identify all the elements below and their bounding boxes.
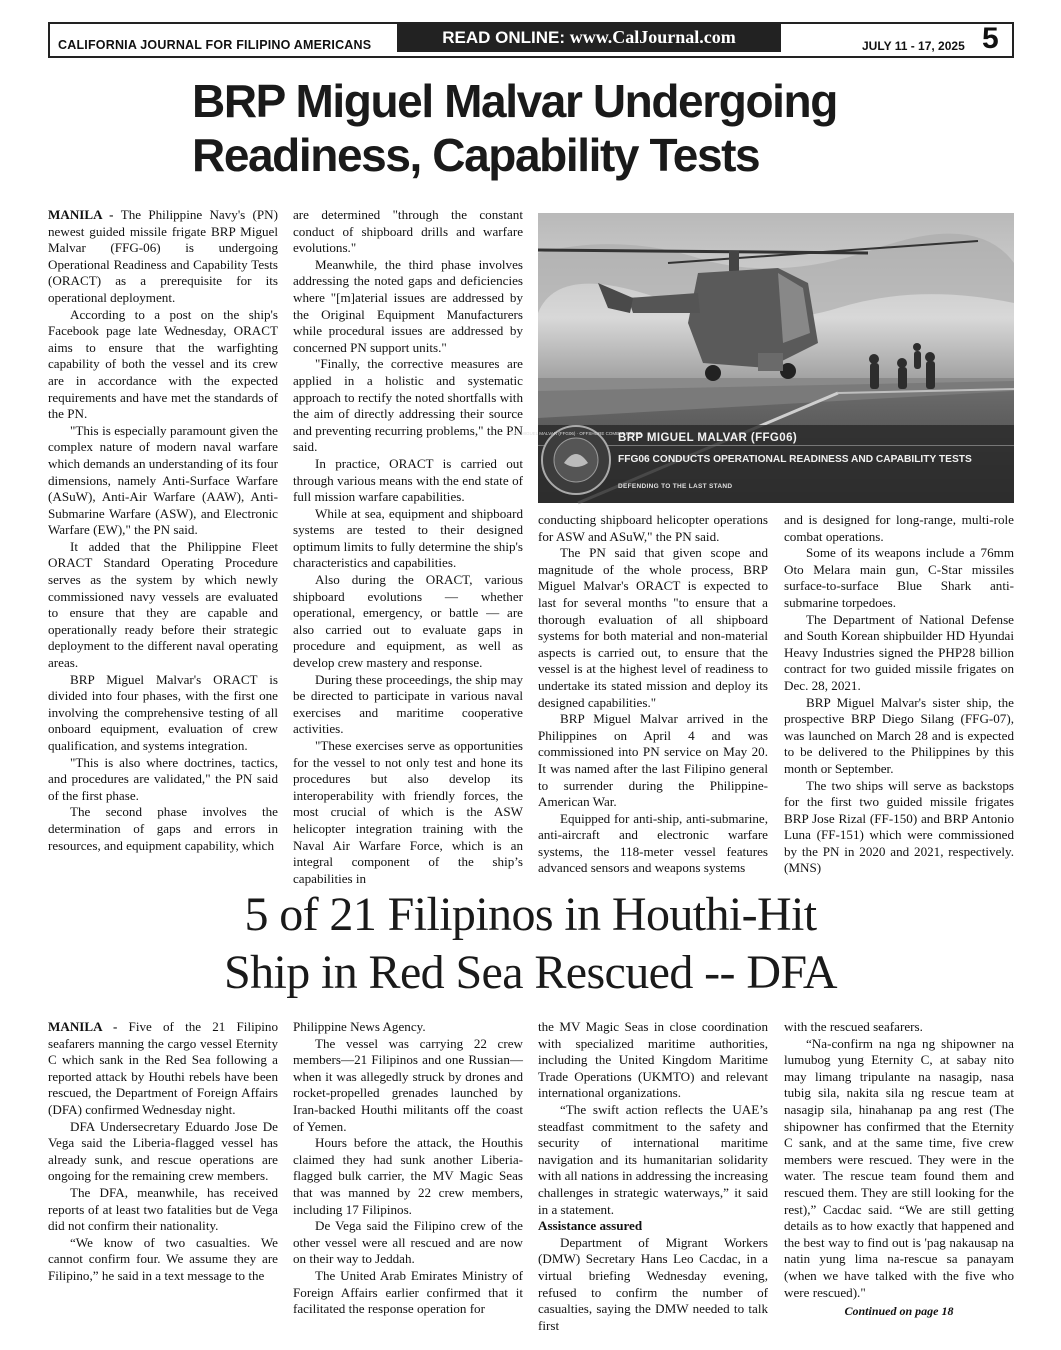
article1-paragraph: BRP Miguel Malvar arrived in the Philippines on April 4 and was commissioned into PN service on May 20. It was named after the last Filipino general to surrender during the Philippine-American War. (538, 711, 768, 810)
helicopter-photo (510, 213, 1014, 503)
article1-paragraph: Meanwhile, the third phase involves addressing the noted gaps and deficiencies where "[m]aterial issues are addressed by the Original Equipment Manufacturers while procedural issues are addressed by concerned PN support units." (293, 256, 523, 355)
article1-paragraph: The Department of National Defense and South Korean shipbuilder HD Hyundai Heavy Industries signed the PHP28 billion contract for two guided missile frigates on Dec. 28, 2021. (784, 611, 1014, 693)
article1-paragraph: The PN said that given scope and magnitude of the whole process, BRP Miguel Malvar's ORACT is expected to last for several months "to ensure that a thorough evaluation of all shipboard systems for both material and non-material aspects is carried out, to ensure that the vessel is at the highest level of readiness to undertake its stated mission and deploy its designed capabilities." (538, 545, 768, 710)
continued-on-page-link[interactable]: Continued on page 18 (844, 1304, 954, 1319)
article2-paragraph: “Na-confirm na nga ng shipowner na lumubog yung Eternity C, at sabay nito may limang tripulante na nasagip, nasa tubig sila, nakita sila ng rescue team at nasagip sila, hinahanap pa ang rest (The shipowner has confirmed that the Eternity C sank, and at the same time, five crew members were rescued. They were in the water. The rescue team found them and rescued them. They are still looking for the rest),” Cacdac said. “We are still getting details as to how exactly that happened and the best way to find out is 'pag nakausap na natin yung lima na-rescue sa panayam (when we have talked with the five who were rescued)." (784, 1035, 1014, 1300)
article2-paragraph: The DFA, meanwhile, has received reports of at least two fatalities but de Vega did not confirm their nationality. (48, 1184, 278, 1234)
article1-paragraph: BRP Miguel Malvar's ORACT is divided into four phases, with the first one involving the comprehensive testing of all onboard equipment, evaluation of crew qualification, and systems integration. (48, 671, 278, 753)
issue-date: JULY 11 - 17, 2025 (862, 39, 965, 53)
article2-paragraph: The United Arab Emirates Ministry of Foreign Affairs earlier confirmed that it facilitated the response operation for (293, 1267, 523, 1317)
article2-paragraph: the MV Magic Seas in close coordination with specialized maritime authorities, including the United Kingdom Maritime Trade Operations (UKMTO) and relevant international organizations. (538, 1019, 768, 1101)
publication-name: CALIFORNIA JOURNAL FOR FILIPINO AMERICANS (58, 38, 372, 52)
photo-caption-subtitle: FFG06 CONDUCTS OPERATIONAL READINESS AND CAPABILITY TESTS (618, 454, 972, 465)
article2-column-3 (538, 1019, 768, 1334)
article1-paragraph: Some of its weapons include a 76mm Oto Melara main gun, C-Star missiles surface-to-surface Blue Shark anti-submarine torpedoes. (784, 545, 1014, 610)
article1-dateline: MANILA - (48, 207, 121, 222)
article2-headline-line1: 5 of 21 Filipinos in Houthi-Hit (244, 888, 817, 941)
article1-column-2 (293, 207, 523, 887)
article1-column-4 (784, 512, 1014, 877)
article1-paragraph: "This is also where doctrines, tactics, and procedures are validated," the PN said of the first phase. (48, 754, 278, 803)
article1-paragraph: BRP Miguel Malvar's sister ship, the prospective BRP Diego Silang (FFG-07), was launched on March 28 and is expected to be delivered to the Philippines by this month or September. (784, 694, 1014, 776)
article1-paragraph: "This is especially paramount given the complex nature of modern naval warfare which demands an understanding of its four dimensions, namely Anti-Surface Warfare (ASuW), Anti-Air Warfare (AAW), Anti-Submarine Warfare (ASW), and Electronic Warfare (EW)," the PN said. (48, 422, 278, 538)
photo-badge-text: BRP MIGUEL MALVAR (FFG06) · OFFSHORE COMBAT FORCE (510, 431, 642, 436)
article2-paragraph: Hours before the attack, the Houthis claimed they had sunk another Liberia-flagged bulk carrier, the MV Magic Seas that was manned by 22 crew members, including 17 Filipinos. (293, 1135, 523, 1217)
article2-paragraph: “The swift action reflects the UAE’s steadfast commitment to the safety and security of international maritime navigation and its humanitarian solidarity with all nations in addressing the increasing challenges in strategic waterways,” it said in a statement. (538, 1101, 768, 1217)
article2-headline-line2: Ship in Red Sea Rescued -- DFA (223, 946, 838, 999)
article1-paragraph: According to a post on the ship's Facebook page late Wednesday, ORACT aims to ensure that the warfighting capability of both the vessel and its crew are in accordance with the expected requirements and have met the standards of the PN. (48, 306, 278, 422)
article1-paragraph: are determined "through the constant conduct of shipboard drills and warfare evolutions." (293, 207, 523, 256)
photo-caption-title: BRP MIGUEL MALVAR (FFG06) (618, 432, 798, 444)
article1-paragraph: "Finally, the corrective measures are applied in a holistic and systematic approach to rectify the noted shortfalls with the aim of directly addressing their source and preventing recurring problems," the PN said. (293, 356, 523, 455)
article2-paragraph: Philippine News Agency. (293, 1019, 426, 1034)
article2-paragraph: Department of Migrant Workers (DMW) Secretary Hans Leo Cacdac, in a virtual briefing Wednesday evening, refused to confirm the number of casualties, saying the DMW needed to talk first (538, 1234, 768, 1333)
article1-headline-line2: Readiness, Capability Tests (192, 129, 760, 181)
article2-headline (0, 886, 1061, 1002)
article1-paragraph: It added that the Philippine Fleet ORACT Standard Operating Procedure serves as the system by which newly commissioned navy vessels are evaluated to ensure that they are capable and operationally ready before their strategic deployment to the different naval operating areas. (48, 538, 278, 671)
article1-paragraph: The second phase involves the determination of gaps and errors in resources, and equipment capability, which (48, 804, 278, 853)
article2-paragraph: with the rescued seafarers. (784, 1019, 923, 1034)
article2-column-2 (293, 1019, 523, 1318)
article1-paragraph: Also during the ORACT, various shipboard evolutions — whether operational, emergency, or battle — are also carried out to evaluate gaps in procedure and equipment, as well as develop crew mastery and response. (293, 572, 523, 671)
article2-column-1 (48, 1019, 278, 1285)
article2-column-4 (784, 1019, 1014, 1320)
article1-paragraph: MANILA - The Philippine Navy's (PN) newest guided missile frigate BRP Miguel Malvar (FFG-06) is undergoing Operational Readiness and Capability Tests (ORACT) as a prerequisite for its operational deployment. (48, 207, 278, 305)
read-online-banner (397, 22, 781, 52)
article1-paragraph: The two ships will serve as backstops for the first two guided missile frigates BRP Jose Rizal (FF-150) and BRP Antonio Luna (FF-151) which were commissioned by the PN in 2020 and 2021, respectively. (MNS) (784, 777, 1014, 876)
article2-dateline: MANILA - (48, 1019, 129, 1034)
article2-paragraph: De Vega said the Filipino crew of the other vessel were all rescued and are now on their way to Jeddah. (293, 1218, 523, 1267)
article1-paragraph: During these proceedings, the ship may be directed to participate in various naval exercises and maritime cooperative activities. (293, 671, 523, 737)
article2-paragraph: DFA Undersecretary Eduardo Jose De Vega said the Liberia-flagged vessel has already sunk, and rescue operations are ongoing for the remaining crew members. (48, 1118, 278, 1184)
website-link[interactable]: www.CalJournal.com (569, 27, 736, 47)
read-online-label: READ ONLINE: (442, 28, 566, 47)
article1-paragraph: and is designed for long-range, multi-role combat operations. (784, 512, 1014, 544)
article1-column-3 (538, 512, 768, 877)
article1-paragraph: While at sea, equipment and shipboard systems are tested to their designed optimum limits to fully determine the ship's characteristics and capabilities. (293, 505, 523, 571)
photo-caption-motto: DEFENDING TO THE LAST STAND (618, 483, 733, 490)
article2-paragraph: The vessel was carrying 22 crew members—21 Filipinos and one Russian—when it was allegedly struck by drones and rocket-propelled grenades launched by Iran-backed Houthi militants off the coast of Yemen. (293, 1035, 523, 1134)
article2-subhead: Assistance assured (538, 1218, 643, 1234)
article1-column-1 (48, 207, 278, 854)
article1-headline (192, 74, 952, 182)
page-number: 5 (982, 22, 999, 55)
article1-paragraph: "These exercises serve as opportunities for the vessel to not only test and hone its procedures but also develop its interoperability with friendly forces, the most crucial of which is the ASW helicopter integration training with the Naval Air Warfare Force, which is an integral component of the ship’s capabilities in (293, 738, 523, 886)
article1-paragraph: conducting shipboard helicopter operations for ASW and ASuW," the PN said. (538, 512, 768, 544)
masthead (48, 22, 1014, 58)
article1-paragraph: Equipped for anti-ship, anti-submarine, anti-aircraft and electronic warfare systems, the 118-meter vessel features advanced sensors and weapons systems (538, 810, 768, 876)
article1-paragraph: In practice, ORACT is carried out through various means with the end state of full mission warfare capabilities. (293, 455, 523, 505)
article1-headline-line1: BRP Miguel Malvar Undergoing (192, 75, 837, 127)
article2-paragraph: MANILA - Five of the 21 Filipino seafarers manning the cargo vessel Eternity C which sank in the Red Sea following a reported attack by Houthi rebels have been rescued, the Department of Foreign Affairs (DFA) confirmed Wednesday night. (48, 1019, 278, 1117)
article2-paragraph: “We know of two casualties. We cannot confirm four. We assume they are Filipino,” he said in a text message to the (48, 1234, 278, 1283)
